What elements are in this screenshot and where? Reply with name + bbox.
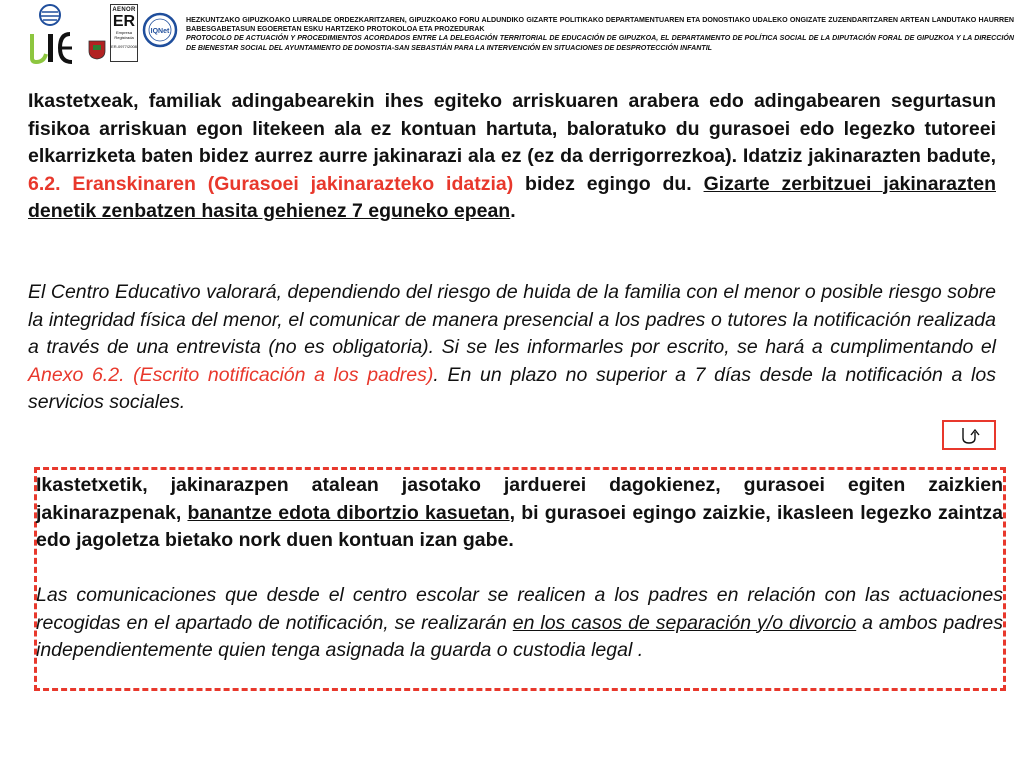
p1-deadline: Gizarte zerbitzuei jakinarazten denetik zenbatzen hasita gehienez 7 eguneko epean <box>28 172 996 222</box>
iqnet-logo <box>142 12 178 48</box>
p2-text: El Centro Educativo valorará, dependiendo del riesgo de huida de la familia con el menor o posible riesgo sobre la integridad física del menor, el comunicar de manera presencial a los padres o tutores la notificación realizada a través de una entrevista (no es obligatoria). Si se les informarles por escrito, se hará a cumplimentando el <box>28 281 996 358</box>
p1-text-3: . <box>510 200 516 222</box>
return-arrow-icon <box>954 424 984 446</box>
aenor-logo <box>110 4 138 62</box>
iqnet-label: IQNet <box>150 28 170 35</box>
aenor-mark: ER <box>112 13 136 30</box>
paragraph-basque-separation <box>36 472 1003 555</box>
page-header <box>0 0 1024 70</box>
annex-6-2-link-spanish[interactable]: Anexo 6.2. (Escrito notificación a los padres) <box>28 363 434 386</box>
header-title-basque: HEZKUNTZAKO GIPUZKOAKO LURRALDE ORDEZKARITZAREN, GIPUZKOAKO FORU ALDUNDIKO GIZARTE POLITIKAKO DEPARTAMENTUAREN ETA DONOSTIAKO UDALEKO ONGIZATE ZUZENDARITZAREN ARTEAN LANDUTAKO HAURREN BABESGABETASUN EGOERETAN ESKU HARTZEKO PROTOKOLOA ETA PROZEDURAK <box>186 16 1014 34</box>
shield-icon <box>88 40 106 60</box>
p4-text: Las comunicaciones que desde el centro escolar se realicen a los padres en relación con las actuaciones recogidas en el apartado de notificación, se realizarán <box>36 584 1003 634</box>
p4-text-2: a ambos padres independientemente quien tenga asignada la guarda o custodia legal . <box>36 611 1003 661</box>
die-logo <box>26 4 88 66</box>
paragraph-spanish-separation <box>36 582 1003 665</box>
annex-6-2-link-basque[interactable]: 6.2. Eranskinaren (Gurasoei jakinarazteko idatzia) <box>28 172 514 195</box>
paragraph-basque-notification <box>28 88 996 226</box>
return-button[interactable] <box>942 420 996 450</box>
p3-underlined: banantze edota dibortzio kasuetan <box>187 501 510 524</box>
paragraph-spanish-notification <box>28 279 996 417</box>
aenor-number: ER-0977/2008 <box>111 44 137 49</box>
p3-text: Ikastetxetik, jakinarazpen atalean jasotako jarduerei dagokienez, gurasoei egiten zaizkien jakinarazpenak, <box>36 474 1003 524</box>
p2-text-2: . En un plazo no superior a 7 días desde la notificación a los servicios sociales. <box>28 363 996 413</box>
header-title <box>186 16 1014 53</box>
p4-underlined: en los casos de separación y/o divorcio <box>512 611 857 634</box>
aenor-subtitle: Empresa Registrada <box>114 30 134 40</box>
header-title-spanish: PROTOCOLO DE ACTUACIÓN Y PROCEDIMIENTOS ACORDADOS ENTRE LA DELEGACIÓN TERRITORIAL DE EDUCACIÓN DE GIPUZKOA, EL DEPARTAMENTO DE POLÍTICA SOCIAL DE LA DIPUTACIÓN FORAL DE GIPUZKOA Y LA DIRECCIÓN DE BIENESTAR SOCIAL DEL AYUNTAMIENTO DE DONOSTIA-SAN SEBASTIÁN PARA LA INTERVENCIÓN EN SITUACIONES DE DESPROTECCIÓN INFANTIL <box>186 34 1014 52</box>
p1-text-2: bidez egingo du. <box>513 172 704 195</box>
aenor-label: AENOR <box>112 7 136 13</box>
p1-text: Ikastetxeak, familiak adingabearekin ihes egiteko arriskuaren arabera edo adingabearen segurtasun fisikoa arriskuan egon litekeen ala ez kontuan hartuta, baloratuko du gurasoei edo legezko tutoreei elkarrizketa baten bidez aurrez aurre jakinarazi ala ez (ez da derrigorrezkoa). Idatziz jakinarazten badute, <box>28 90 996 167</box>
p3-text-2: , bi gurasoei egingo zaizkie, ikasleen legezko zaintza edo jagoletza bietako nork duen kontuan izan gabe. <box>36 501 1003 551</box>
